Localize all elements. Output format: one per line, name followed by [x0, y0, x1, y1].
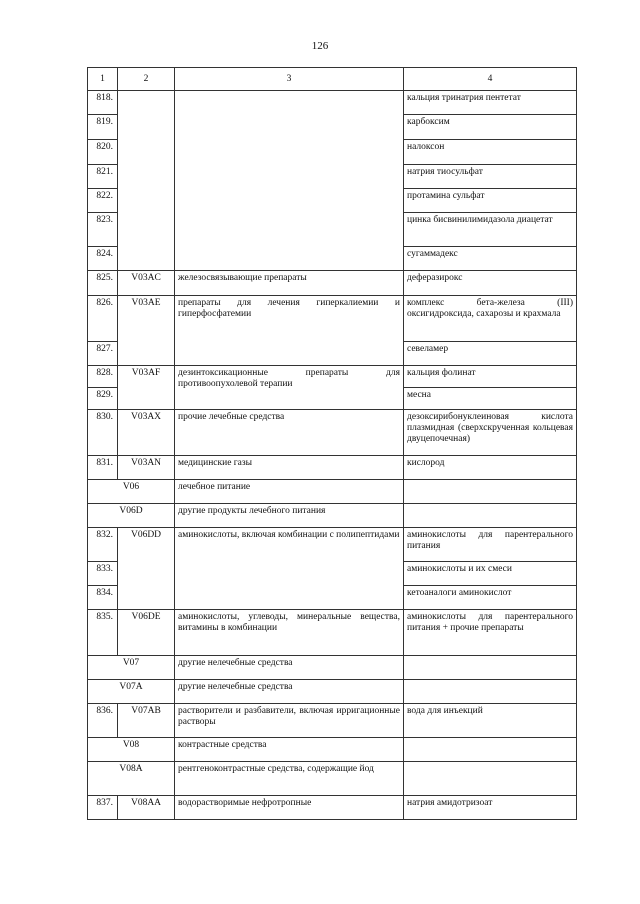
drug-name: налоксон	[404, 140, 577, 165]
code-cell	[118, 91, 175, 271]
atc-code: V06DD	[118, 528, 175, 610]
drug-name: дезоксирибонуклеиновая кислота плазмидная (сверхскрученная кольцевая двуцепочечная)	[404, 410, 577, 456]
table-row	[88, 762, 577, 796]
atc-code: V07AB	[118, 704, 175, 738]
group-name: контрастные средства	[175, 738, 404, 762]
group-name: другие нелечебные средства	[175, 680, 404, 704]
drug-name: комплекс бета-железа (III) оксигидроксида, сахарозы и крахмала	[404, 296, 577, 342]
atc-code: V08	[88, 738, 175, 762]
row-number: 826.	[88, 296, 118, 342]
page-number: 126	[311, 40, 329, 52]
drug-name: деферазирокс	[404, 271, 577, 296]
table-row	[88, 410, 577, 456]
row-number: 833.	[88, 562, 118, 586]
atc-code: V03AF	[118, 366, 175, 410]
drug-name	[404, 480, 577, 504]
row-number: 822.	[88, 189, 118, 213]
drug-name: цинка бисвинилимидазола диацетат	[404, 213, 577, 247]
drug-name: аминокислоты для парентерального питания	[404, 528, 577, 562]
row-number: 818.	[88, 91, 118, 115]
drug-name: карбоксим	[404, 115, 577, 140]
atc-code: V07	[88, 656, 175, 680]
atc-code: V07A	[88, 680, 175, 704]
row-number: 823.	[88, 213, 118, 247]
row-number: 835.	[88, 610, 118, 656]
drug-name: кальция тринатрия пентетат	[404, 91, 577, 115]
table-row	[88, 271, 577, 296]
group-name: лечебное питание	[175, 480, 404, 504]
atc-code: V03AX	[118, 410, 175, 456]
group-name: другие нелечебные средства	[175, 656, 404, 680]
drug-name: натрия амидотризоат	[404, 796, 577, 820]
drug-name: кальция фолинат	[404, 366, 577, 388]
row-number: 837.	[88, 796, 118, 820]
drug-name: сугаммадекс	[404, 247, 577, 271]
group-name: железосвязывающие препараты	[175, 271, 404, 296]
drug-name	[404, 738, 577, 762]
group-name: аминокислоты, включая комбинации с полипептидами	[175, 528, 404, 610]
row-number: 820.	[88, 140, 118, 165]
drug-name: натрия тиосульфат	[404, 165, 577, 189]
header-cell: 3	[175, 68, 404, 91]
drug-name	[404, 762, 577, 796]
header-cell: 1	[88, 68, 118, 91]
drug-name: месна	[404, 388, 577, 410]
table-row	[88, 610, 577, 656]
group-name: препараты для лечения гиперкалиемии и гиперфосфатемии	[175, 296, 404, 366]
row-number: 825.	[88, 271, 118, 296]
table-row	[88, 296, 577, 342]
drug-name: севеламер	[404, 342, 577, 366]
row-number: 819.	[88, 115, 118, 140]
drug-table	[87, 67, 577, 820]
group-name: водорастворимые нефротропные	[175, 796, 404, 820]
atc-code: V08A	[88, 762, 175, 796]
atc-code: V03AN	[118, 456, 175, 480]
group-name: дезинтоксикационные препараты для противоопухолевой терапии	[175, 366, 404, 410]
table-row	[88, 504, 577, 528]
group-name: другие продукты лечебного питания	[175, 504, 404, 528]
group-name: аминокислоты, углеводы, минеральные вещества, витамины в комбинации	[175, 610, 404, 656]
table-row	[88, 480, 577, 504]
atc-code: V06D	[88, 504, 175, 528]
table-row	[88, 738, 577, 762]
header-cell: 2	[118, 68, 175, 91]
row-number: 824.	[88, 247, 118, 271]
group-name: растворители и разбавители, включая ирригационные растворы	[175, 704, 404, 738]
table-row	[88, 704, 577, 738]
atc-code: V06	[88, 480, 175, 504]
table-row	[88, 796, 577, 820]
drug-name	[404, 680, 577, 704]
row-number: 821.	[88, 165, 118, 189]
table-header-row	[88, 68, 577, 91]
atc-code: V08AA	[118, 796, 175, 820]
group-name: медицинские газы	[175, 456, 404, 480]
group-name: рентгеноконтрастные средства, содержащие йод	[175, 762, 404, 796]
row-number: 827.	[88, 342, 118, 366]
drug-name	[404, 504, 577, 528]
drug-name: протамина сульфат	[404, 189, 577, 213]
table-row	[88, 91, 577, 115]
drug-name: аминокислоты для парентерального питания + прочие препараты	[404, 610, 577, 656]
row-number: 834.	[88, 586, 118, 610]
table-row	[88, 656, 577, 680]
drug-name: аминокислоты и их смеси	[404, 562, 577, 586]
row-number: 829.	[88, 388, 118, 410]
row-number: 836.	[88, 704, 118, 738]
table-row	[88, 456, 577, 480]
atc-code: V03AE	[118, 296, 175, 366]
header-cell: 4	[404, 68, 577, 91]
drug-name: кетоаналоги аминокислот	[404, 586, 577, 610]
drug-name: вода для инъекций	[404, 704, 577, 738]
atc-code: V03AC	[118, 271, 175, 296]
drug-name	[404, 656, 577, 680]
row-number: 830.	[88, 410, 118, 456]
table-row	[88, 366, 577, 388]
row-number: 832.	[88, 528, 118, 562]
drug-name: кислород	[404, 456, 577, 480]
table-row	[88, 680, 577, 704]
group-cell	[175, 91, 404, 271]
group-name: прочие лечебные средства	[175, 410, 404, 456]
atc-code: V06DE	[118, 610, 175, 656]
row-number: 831.	[88, 456, 118, 480]
row-number: 828.	[88, 366, 118, 388]
table-row	[88, 528, 577, 562]
